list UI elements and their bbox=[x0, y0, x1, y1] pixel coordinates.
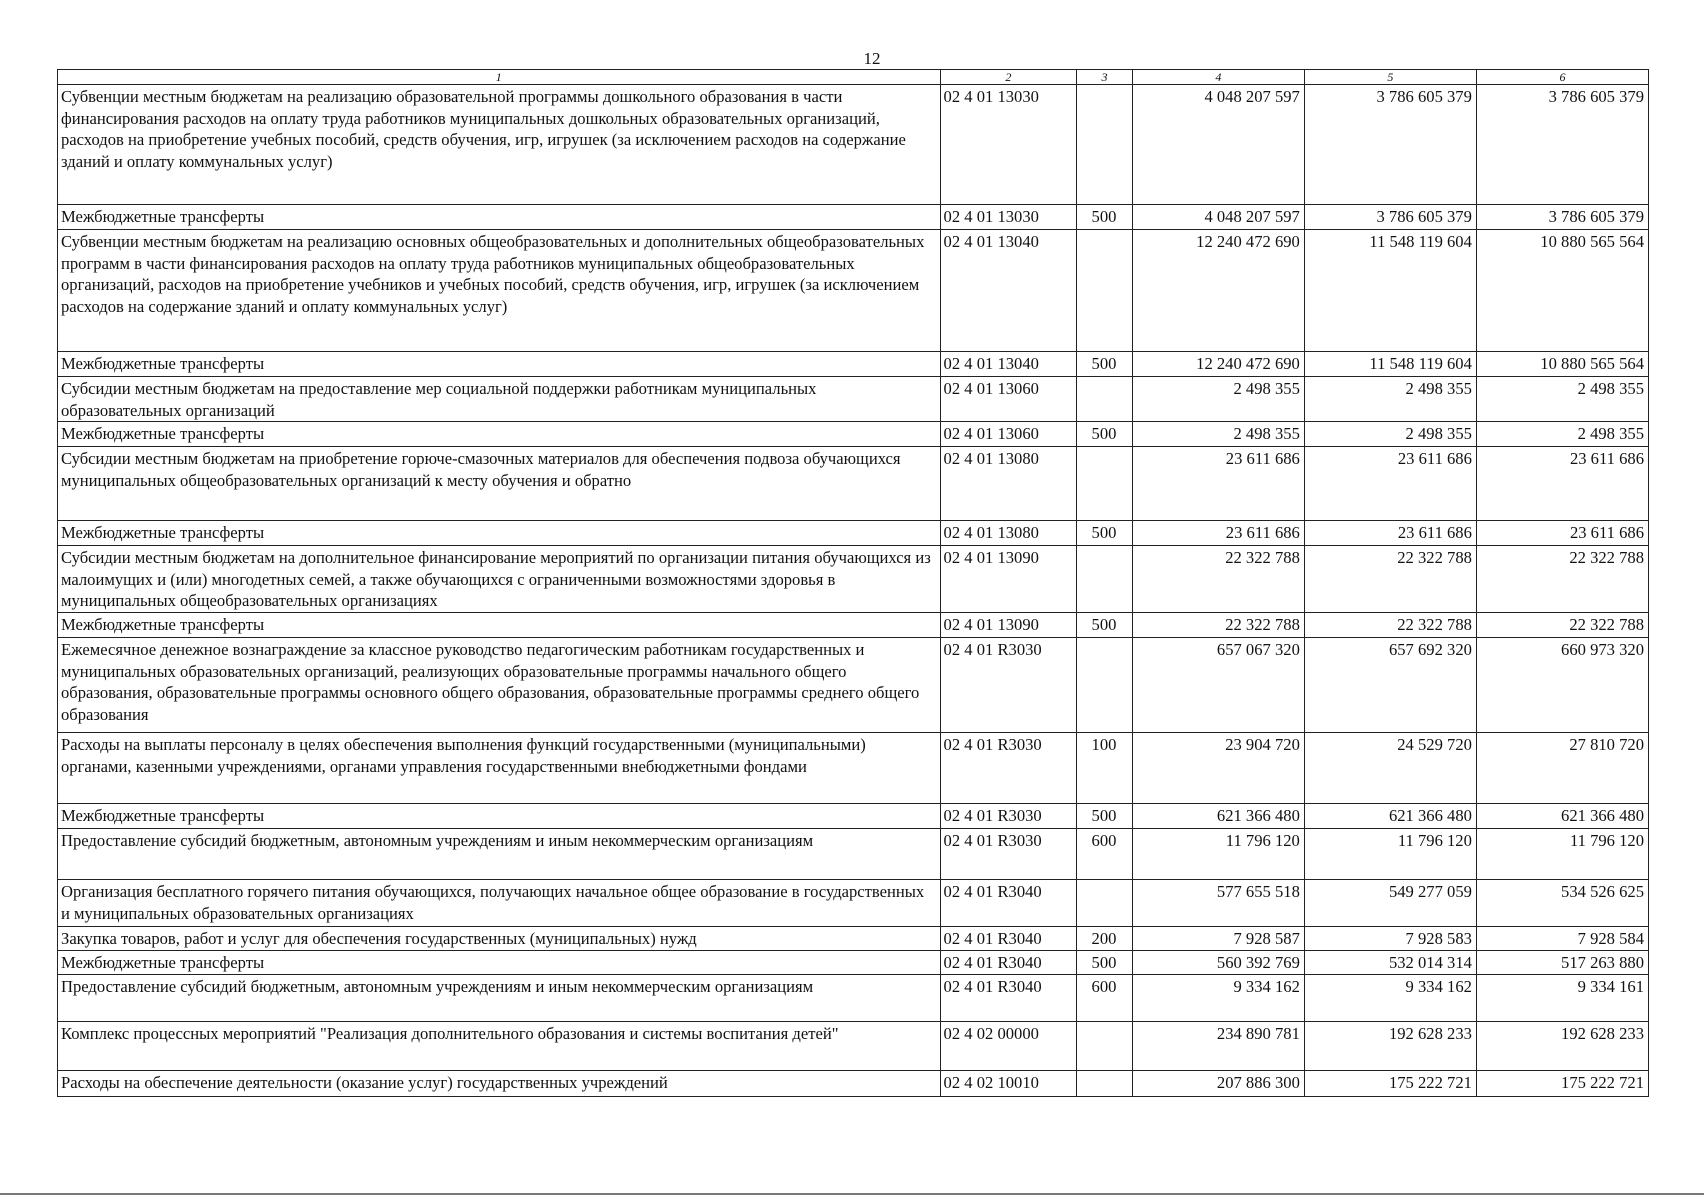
row-description: Закупка товаров, работ и услуг для обеспечения государственных (муниципальных) нужд bbox=[58, 927, 941, 951]
row-target-code: 02 4 01 13060 bbox=[940, 377, 1077, 422]
row-amount-year-3: 27 810 720 bbox=[1476, 733, 1648, 804]
row-target-code: 02 4 01 13090 bbox=[940, 546, 1077, 613]
col-header-6: 6 bbox=[1476, 70, 1648, 85]
row-amount-year-1: 23 611 686 bbox=[1132, 521, 1304, 546]
table-row bbox=[58, 521, 1649, 546]
row-amount-year-2: 11 548 119 604 bbox=[1304, 352, 1476, 377]
row-amount-year-2: 9 334 162 bbox=[1304, 975, 1476, 1022]
row-description: Субсидии местным бюджетам на дополнительное финансирование мероприятий по организации питания обучающихся из малоимущих и (или) многодетных семей, а также обучающихся с ограниченными возможностями здоровья в муниципальных общеобразовательных организациях bbox=[58, 546, 941, 613]
table-row bbox=[58, 1022, 1649, 1071]
row-amount-year-3: 23 611 686 bbox=[1476, 521, 1648, 546]
col-header-1: 1 bbox=[58, 70, 941, 85]
row-amount-year-2: 657 692 320 bbox=[1304, 638, 1476, 733]
row-amount-year-2: 24 529 720 bbox=[1304, 733, 1476, 804]
row-amount-year-1: 11 796 120 bbox=[1132, 829, 1304, 880]
row-amount-year-3: 660 973 320 bbox=[1476, 638, 1648, 733]
row-amount-year-3: 534 526 625 bbox=[1476, 880, 1648, 927]
row-expense-type bbox=[1077, 1022, 1133, 1071]
row-target-code: 02 4 01 13040 bbox=[940, 230, 1077, 352]
row-target-code: 02 4 01 13090 bbox=[940, 613, 1077, 638]
row-amount-year-1: 22 322 788 bbox=[1132, 546, 1304, 613]
row-amount-year-2: 23 611 686 bbox=[1304, 521, 1476, 546]
row-description: Межбюджетные трансферты bbox=[58, 951, 941, 975]
row-amount-year-2: 22 322 788 bbox=[1304, 546, 1476, 613]
table-row bbox=[58, 352, 1649, 377]
row-expense-type: 500 bbox=[1077, 521, 1133, 546]
row-amount-year-1: 560 392 769 bbox=[1132, 951, 1304, 975]
row-target-code: 02 4 01 13030 bbox=[940, 85, 1077, 205]
row-amount-year-2: 3 786 605 379 bbox=[1304, 85, 1476, 205]
row-expense-type bbox=[1077, 85, 1133, 205]
budget-table bbox=[57, 69, 1649, 1097]
row-target-code: 02 4 01 13080 bbox=[940, 447, 1077, 521]
row-amount-year-1: 207 886 300 bbox=[1132, 1071, 1304, 1097]
table-row bbox=[58, 975, 1649, 1022]
row-description: Ежемесячное денежное вознаграждение за классное руководство педагогическим работникам государственных и муниципальных образовательных организаций, реализующих образовательные программы начального общего образования, образовательные программы основного общего образования, образовательные программы среднего общего образования bbox=[58, 638, 941, 733]
col-header-5: 5 bbox=[1304, 70, 1476, 85]
row-expense-type: 600 bbox=[1077, 829, 1133, 880]
row-amount-year-3: 2 498 355 bbox=[1476, 377, 1648, 422]
page-number: 12 bbox=[863, 49, 881, 68]
table-row bbox=[58, 422, 1649, 447]
row-description: Субвенции местным бюджетам на реализацию образовательной программы дошкольного образования в части финансирования расходов на оплату труда работников муниципальных дошкольных образовательных организаций, расходов на приобретение учебных пособий, средств обучения, игр, игрушек (за исключением расходов на содержание зданий и оплату коммунальных услуг) bbox=[58, 85, 941, 205]
row-expense-type: 500 bbox=[1077, 951, 1133, 975]
row-expense-type: 500 bbox=[1077, 422, 1133, 447]
row-target-code: 02 4 02 10010 bbox=[940, 1071, 1077, 1097]
row-amount-year-2: 11 548 119 604 bbox=[1304, 230, 1476, 352]
row-description: Межбюджетные трансферты bbox=[58, 422, 941, 447]
row-description: Межбюджетные трансферты bbox=[58, 205, 941, 230]
row-target-code: 02 4 01 R3030 bbox=[940, 638, 1077, 733]
table-row bbox=[58, 546, 1649, 613]
row-amount-year-1: 22 322 788 bbox=[1132, 613, 1304, 638]
row-description: Расходы на выплаты персоналу в целях обеспечения выполнения функций государственными (муниципальными) органами, казенными учреждениями, органами управления государственными внебюджетными фондами bbox=[58, 733, 941, 804]
row-amount-year-2: 549 277 059 bbox=[1304, 880, 1476, 927]
row-amount-year-1: 12 240 472 690 bbox=[1132, 352, 1304, 377]
row-amount-year-3: 9 334 161 bbox=[1476, 975, 1648, 1022]
row-amount-year-3: 175 222 721 bbox=[1476, 1071, 1648, 1097]
table-row bbox=[58, 613, 1649, 638]
row-expense-type bbox=[1077, 638, 1133, 733]
row-amount-year-2: 621 366 480 bbox=[1304, 804, 1476, 829]
row-amount-year-2: 2 498 355 bbox=[1304, 422, 1476, 447]
row-target-code: 02 4 01 R3040 bbox=[940, 927, 1077, 951]
row-amount-year-3: 22 322 788 bbox=[1476, 613, 1648, 638]
col-header-4: 4 bbox=[1132, 70, 1304, 85]
row-amount-year-3: 621 366 480 bbox=[1476, 804, 1648, 829]
row-amount-year-3: 192 628 233 bbox=[1476, 1022, 1648, 1071]
row-amount-year-3: 22 322 788 bbox=[1476, 546, 1648, 613]
row-expense-type: 500 bbox=[1077, 205, 1133, 230]
row-amount-year-1: 4 048 207 597 bbox=[1132, 205, 1304, 230]
table-row bbox=[58, 1071, 1649, 1097]
row-description: Межбюджетные трансферты bbox=[58, 352, 941, 377]
table-row bbox=[58, 638, 1649, 733]
row-target-code: 02 4 01 13040 bbox=[940, 352, 1077, 377]
row-amount-year-3: 2 498 355 bbox=[1476, 422, 1648, 447]
row-amount-year-1: 2 498 355 bbox=[1132, 377, 1304, 422]
row-amount-year-2: 3 786 605 379 bbox=[1304, 205, 1476, 230]
row-expense-type bbox=[1077, 546, 1133, 613]
row-amount-year-1: 234 890 781 bbox=[1132, 1022, 1304, 1071]
table-row bbox=[58, 377, 1649, 422]
row-expense-type: 500 bbox=[1077, 804, 1133, 829]
row-amount-year-1: 4 048 207 597 bbox=[1132, 85, 1304, 205]
row-expense-type bbox=[1077, 880, 1133, 927]
row-expense-type: 600 bbox=[1077, 975, 1133, 1022]
row-amount-year-2: 23 611 686 bbox=[1304, 447, 1476, 521]
col-header-3: 3 bbox=[1077, 70, 1133, 85]
row-description: Межбюджетные трансферты bbox=[58, 613, 941, 638]
row-target-code: 02 4 01 R3040 bbox=[940, 880, 1077, 927]
row-description: Комплекс процессных мероприятий "Реализация дополнительного образования и системы воспитания детей" bbox=[58, 1022, 941, 1071]
row-description: Межбюджетные трансферты bbox=[58, 521, 941, 546]
row-amount-year-2: 2 498 355 bbox=[1304, 377, 1476, 422]
table-row bbox=[58, 733, 1649, 804]
row-amount-year-1: 23 904 720 bbox=[1132, 733, 1304, 804]
row-target-code: 02 4 01 R3040 bbox=[940, 951, 1077, 975]
row-description: Расходы на обеспечение деятельности (оказание услуг) государственных учреждений bbox=[58, 1071, 941, 1097]
row-amount-year-1: 657 067 320 bbox=[1132, 638, 1304, 733]
table-row bbox=[58, 230, 1649, 352]
row-target-code: 02 4 01 13030 bbox=[940, 205, 1077, 230]
row-description: Субсидии местным бюджетам на предоставление мер социальной поддержки работникам муниципальных образовательных организаций bbox=[58, 377, 941, 422]
row-target-code: 02 4 01 R3030 bbox=[940, 733, 1077, 804]
row-expense-type bbox=[1077, 377, 1133, 422]
table-row bbox=[58, 829, 1649, 880]
row-expense-type: 500 bbox=[1077, 352, 1133, 377]
row-expense-type bbox=[1077, 447, 1133, 521]
row-amount-year-1: 7 928 587 bbox=[1132, 927, 1304, 951]
row-description: Предоставление субсидий бюджетным, автономным учреждениям и иным некоммерческим организациям bbox=[58, 829, 941, 880]
scan-edge-line bbox=[0, 1193, 1704, 1195]
table-row bbox=[58, 804, 1649, 829]
table-row bbox=[58, 927, 1649, 951]
row-amount-year-3: 517 263 880 bbox=[1476, 951, 1648, 975]
row-amount-year-3: 23 611 686 bbox=[1476, 447, 1648, 521]
row-target-code: 02 4 01 R3030 bbox=[940, 804, 1077, 829]
table-row bbox=[58, 951, 1649, 975]
row-amount-year-2: 7 928 583 bbox=[1304, 927, 1476, 951]
row-description: Межбюджетные трансферты bbox=[58, 804, 941, 829]
row-amount-year-3: 3 786 605 379 bbox=[1476, 205, 1648, 230]
row-expense-type: 100 bbox=[1077, 733, 1133, 804]
row-amount-year-2: 192 628 233 bbox=[1304, 1022, 1476, 1071]
table-row bbox=[58, 447, 1649, 521]
col-header-2: 2 bbox=[940, 70, 1077, 85]
row-amount-year-3: 11 796 120 bbox=[1476, 829, 1648, 880]
row-expense-type bbox=[1077, 1071, 1133, 1097]
row-amount-year-2: 11 796 120 bbox=[1304, 829, 1476, 880]
row-amount-year-2: 532 014 314 bbox=[1304, 951, 1476, 975]
table-row bbox=[58, 85, 1649, 205]
row-amount-year-1: 12 240 472 690 bbox=[1132, 230, 1304, 352]
row-amount-year-1: 577 655 518 bbox=[1132, 880, 1304, 927]
row-description: Субвенции местным бюджетам на реализацию основных общеобразовательных и дополнительных общеобразовательных программ в части финансирования расходов на оплату труда работников муниципальных общеобразовательных организаций, расходов на приобретение учебников и учебных пособий, средств обучения, игр, игрушек (за исключением расходов на содержание зданий и оплату коммунальных услуг) bbox=[58, 230, 941, 352]
row-amount-year-1: 9 334 162 bbox=[1132, 975, 1304, 1022]
row-target-code: 02 4 01 13080 bbox=[940, 521, 1077, 546]
row-amount-year-1: 621 366 480 bbox=[1132, 804, 1304, 829]
row-expense-type: 200 bbox=[1077, 927, 1133, 951]
row-target-code: 02 4 01 13060 bbox=[940, 422, 1077, 447]
row-description: Организация бесплатного горячего питания обучающихся, получающих начальное общее образование в государственных и муниципальных образовательных организациях bbox=[58, 880, 941, 927]
row-amount-year-3: 7 928 584 bbox=[1476, 927, 1648, 951]
row-target-code: 02 4 02 00000 bbox=[940, 1022, 1077, 1071]
row-amount-year-1: 23 611 686 bbox=[1132, 447, 1304, 521]
row-amount-year-3: 3 786 605 379 bbox=[1476, 85, 1648, 205]
row-target-code: 02 4 01 R3030 bbox=[940, 829, 1077, 880]
row-amount-year-2: 175 222 721 bbox=[1304, 1071, 1476, 1097]
row-target-code: 02 4 01 R3040 bbox=[940, 975, 1077, 1022]
row-description: Субсидии местным бюджетам на приобретение горюче-смазочных материалов для обеспечения подвоза обучающихся муниципальных общеобразовательных организаций к месту обучения и обратно bbox=[58, 447, 941, 521]
budget-table-body bbox=[58, 85, 1649, 1097]
table-row bbox=[58, 880, 1649, 927]
row-expense-type: 500 bbox=[1077, 613, 1133, 638]
table-row bbox=[58, 205, 1649, 230]
row-amount-year-1: 2 498 355 bbox=[1132, 422, 1304, 447]
row-amount-year-3: 10 880 565 564 bbox=[1476, 230, 1648, 352]
row-expense-type bbox=[1077, 230, 1133, 352]
row-amount-year-2: 22 322 788 bbox=[1304, 613, 1476, 638]
row-description: Предоставление субсидий бюджетным, автономным учреждениям и иным некоммерческим организациям bbox=[58, 975, 941, 1022]
row-amount-year-3: 10 880 565 564 bbox=[1476, 352, 1648, 377]
column-number-row bbox=[58, 70, 1649, 85]
